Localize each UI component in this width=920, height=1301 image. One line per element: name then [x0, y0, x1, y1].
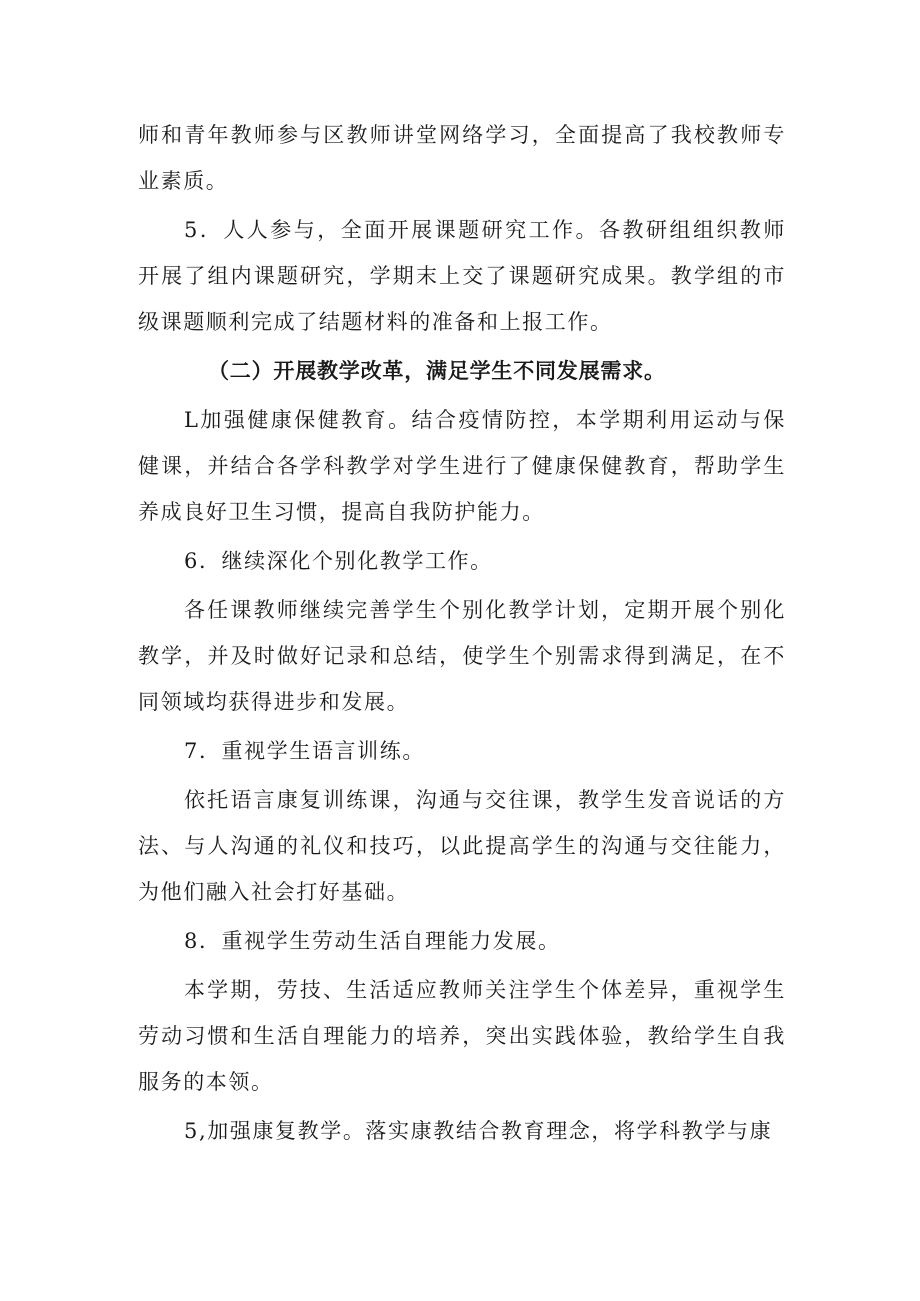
paragraph-item-8-body: 本学期，劳技、生活适应教师关注学生个体差异，重视学生劳动习惯和生活自理能力的培养，突出实践体验，教给学生自我服务的本领。: [138, 978, 786, 1094]
paragraph-health-education: L加强健康保健教育。结合疫情防控，本学期利用运动与保健课，并结合各学科教学对学生进行了健康保健教育，帮助学生养成良好卫生习惯，提高自我防护能力。: [138, 408, 786, 524]
paragraph-continuation: 师和青年教师参与区教师讲堂网络学习，全面提高了我校教师专业素质。: [138, 123, 786, 193]
paragraph-item-5-research: 5．人人参与，全面开展课题研究工作。各教研组组织教师开展了组内课题研究，学期末上交了课题研究成果。教学组的市级课题顺利完成了结题材料的准备和上报工作。: [138, 218, 786, 334]
paragraph-item-7-body: 依托语言康复训练课，沟通与交往课，教学生发音说话的方法、与人沟通的礼仪和技巧，以此提高学生的沟通与交往能力，为他们融入社会打好基础。: [138, 788, 786, 904]
section-heading-teaching-reform: （二）开展教学改革，满足学生不同发展需求。: [208, 359, 666, 383]
paragraph-item-6-body: 各任课教师继续完善学生个别化教学计划，定期开展个别化教学，并及时做好记录和总结，使学生个别需求得到满足，在不同领域均获得进步和发展。: [138, 598, 786, 714]
paragraph-item-8-title: 8．重视学生劳动生活自理能力发展。: [184, 929, 561, 953]
paragraph-item-6-title: 6．继续深化个别化教学工作。: [184, 549, 493, 573]
document-body: [138, 112, 786, 1154]
paragraph-rehabilitation: 5,加强康复教学。落实康教结合教育理念，将学科教学与康: [184, 1119, 773, 1143]
paragraph-item-7-title: 7．重视学生语言训练。: [184, 739, 425, 763]
